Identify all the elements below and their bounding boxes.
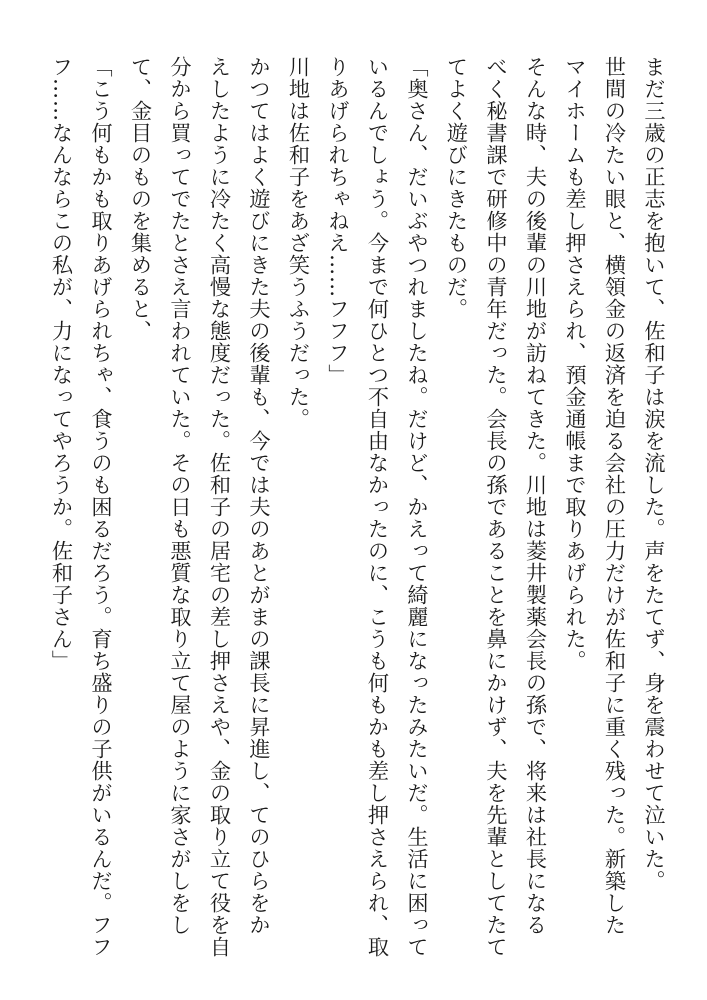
- text-line: て、金目のものを集めると、: [128, 56, 154, 342]
- text-line: マイホームも差し押さえられ、預金通帳まで取りあげられた。: [563, 56, 588, 672]
- text-line: 川地は佐和子をあざ笑うふうだった。: [286, 56, 312, 430]
- text-line: そんな時、夫の後輩の川地が訪ねてきた。川地は菱井製薬会長の孫で、将来は社長になる: [523, 56, 549, 936]
- text-line: 世間の冷たい眼と、横領金の返済を迫る会社の圧力だけが佐和子に重く残った。新築した: [602, 56, 628, 936]
- text-line: りあげられちゃねえ……フフフ」: [326, 56, 351, 386]
- text-line: べく秘書課で研修中の青年だった。会長の孫であることを鼻にかけず、夫を先輩としてたて: [484, 56, 509, 958]
- text-line: てよく遊びにきたものだ。: [444, 56, 470, 320]
- text-line: いるんでしょう。今まで何ひとつ不自由なかったのに、こうも何もかも差し押さえられ、取: [365, 56, 391, 958]
- vertical-text-body: [38, 56, 674, 976]
- text-line: まだ三歳の正志を抱いて、佐和子は涙を流した。声をたてず、身を震わせて泣いた。: [642, 56, 667, 892]
- text-line: フ……なんならこの私が、力になってやろうか。佐和子さん」: [49, 56, 75, 672]
- text-line: 「奥さん、だいぶやつれましたね。だけど、かえって綺麗になったみたいだ。生活に困って: [405, 56, 430, 958]
- text-line: えしたように冷たく高慢な態度だった。佐和子の居宅の差し押さえや、金の取り立て役を自: [207, 56, 233, 958]
- text-line: 分から買ってでたとさえ言われていた。その日も悪質な取り立て屋のように家さがしをし: [168, 56, 193, 936]
- text-line: 「こう何もかも取りあげられちゃ、食うのも困るだろう。育ち盛りの子供がいるんだ。フフ: [89, 56, 114, 958]
- text-line: かつてはよく遊びにきた夫の後輩も、今では夫のあとがまの課長に昇進し、てのひらをか: [247, 56, 272, 936]
